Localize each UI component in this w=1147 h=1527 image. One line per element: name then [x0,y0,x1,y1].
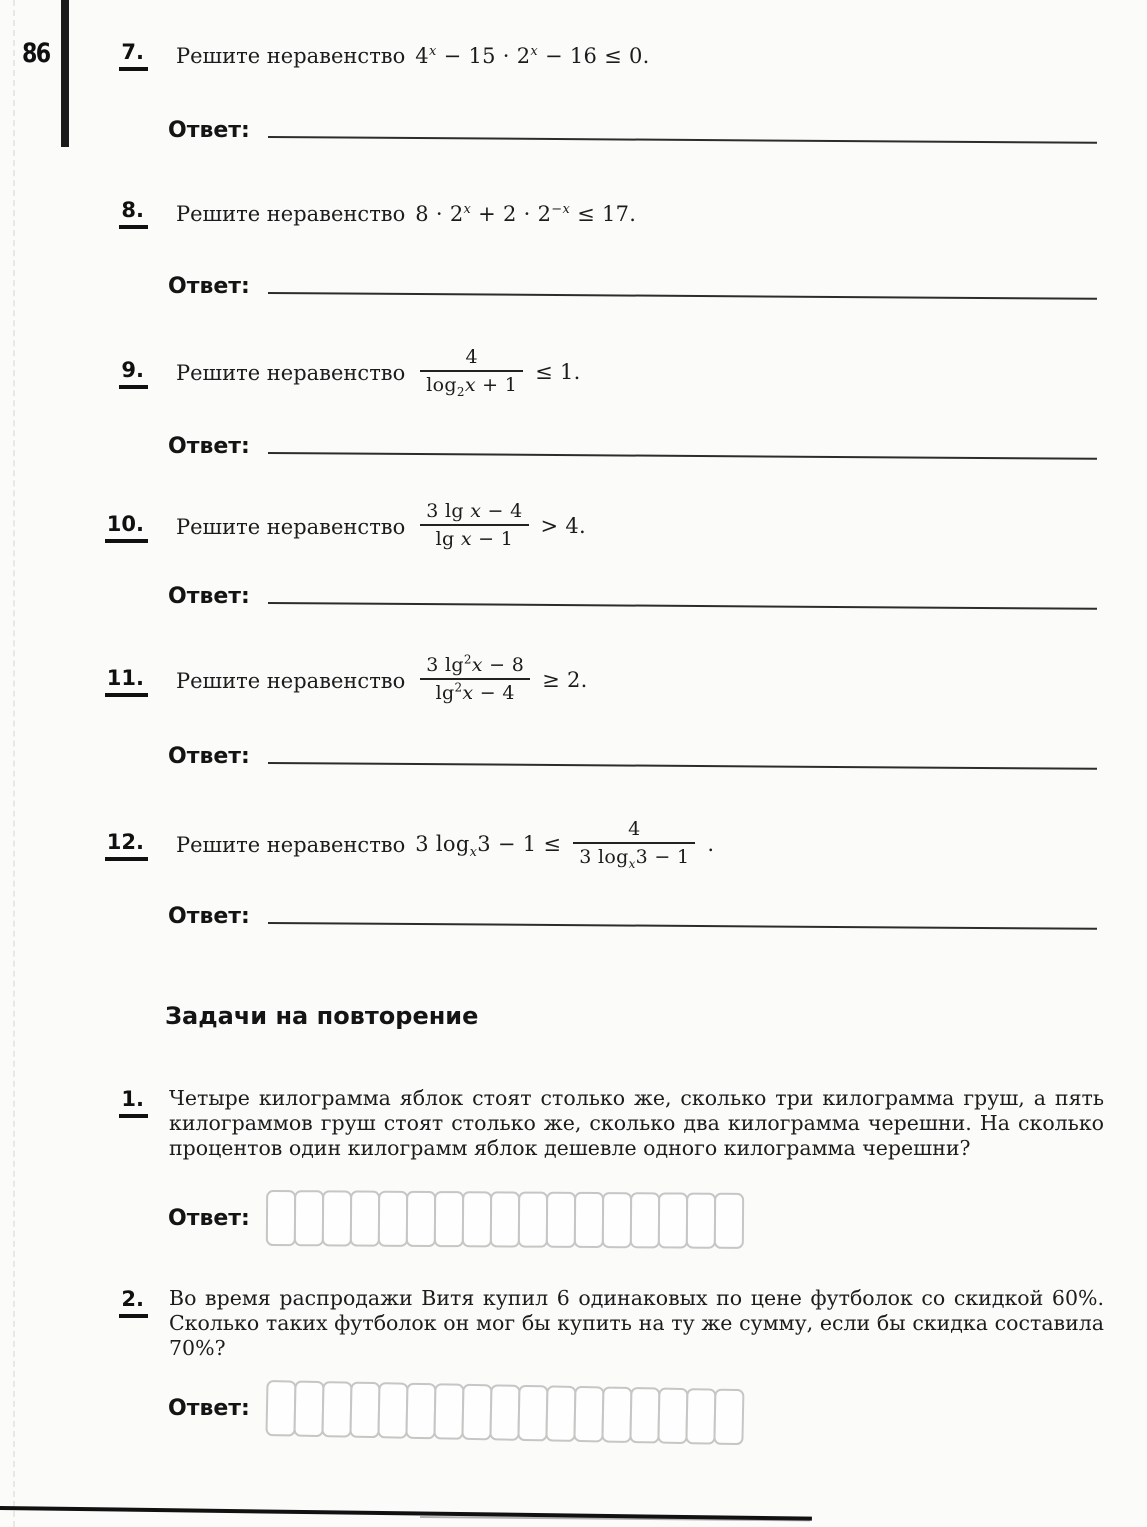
answer-label: Ответ: [168,1205,250,1231]
answer-cell [713,1389,744,1446]
answer-line [268,922,1097,930]
answer-cell [629,1387,660,1444]
problem-prompt: Решите неравенство [176,43,406,68]
answer-cell [518,1192,548,1248]
answer-label: Ответ: [168,1395,250,1421]
answer-line [268,292,1097,300]
problem-number: 11. [105,666,148,697]
answer-cell [406,1191,436,1247]
answer-cell [434,1191,464,1247]
answer-row-9 [168,434,1097,459]
answer-cell [405,1383,436,1440]
answer-cells-strip [265,1380,742,1445]
answer-row-task-2 [168,1380,742,1436]
fraction: $\frac{3 \lg^2x - 8}{\lg^2x - 4}$ [420,654,530,705]
answer-label: Ответ: [168,744,250,769]
problem-prompt: Решите неравенство [176,201,406,226]
answer-row-11 [168,744,1097,769]
problem-7 [0,40,1095,71]
problem-number: 9. [119,358,148,389]
answer-line [268,136,1097,144]
answer-cell [265,1380,296,1437]
review-task-1 [0,1086,1104,1162]
task-number: 1. [119,1087,148,1118]
answer-cell [378,1191,408,1247]
answer-cell [462,1191,492,1247]
page-number: 86 [22,38,50,69]
answer-cell [545,1385,576,1442]
answer-cell [490,1191,520,1247]
answer-line [268,762,1097,770]
problem-12 [0,820,1095,871]
review-heading: Задачи на повторение [165,1002,479,1030]
problem-number: 12. [105,830,148,861]
problem-9 [0,348,1095,399]
problem-8 [0,198,1095,229]
task-text: Во время распродажи Витя купил 6 одинаковых по цене футболок со скидкой 60%. Сколько таких футболок он мог бы купить на ту же сумму, если бы скидка составила 70%? [169,1286,1104,1361]
answer-row-7 [168,118,1097,143]
problem-number: 8. [119,198,148,229]
answer-cell [321,1381,352,1438]
problem-formula: $\frac{4}{\log_2x + 1}$ ≤ 1. [415,348,580,399]
problem-prompt: Решите неравенство [176,669,406,694]
task-text: Четыре килограмма яблок стоят столько же, сколько три килограмма груш, а пять килограммов груш стоят столько же, сколько два килограмма черешни. На сколько процентов один килограмм яблок дешевле одного килограмма черешни? [169,1086,1104,1161]
review-task-2 [0,1286,1104,1362]
problem-11 [0,652,1095,707]
answer-label: Ответ: [168,274,250,299]
answer-cell [658,1192,688,1248]
answer-cell [322,1190,352,1246]
answer-cell [685,1388,716,1445]
answer-row-8 [168,274,1097,299]
problem-number: 7. [119,40,148,71]
answer-line [268,602,1097,610]
problem-formula: $\frac{\text{3 lg x − 4}}{\text{lg x − 1}}$ > 4. [415,502,586,553]
fraction: $\frac{4}{\log_2x + 1}$ [420,346,523,397]
answer-cell [350,1191,380,1247]
answer-label: Ответ: [168,584,250,609]
answer-cell [293,1381,324,1438]
answer-row-task-1 [168,1190,742,1246]
problem-formula: $\frac{3 \lg^2x - 8}{\lg^2x - 4}$ ≥ 2. [415,656,587,707]
problem-formula: $4^x - 15 \cdot 2^x - 16 \le 0$. [415,43,650,68]
answer-cell [266,1190,296,1246]
answer-label: Ответ: [168,904,250,929]
fraction: $\frac{\text{3 lg x − 4}}{\text{lg x − 1}}$ [420,500,528,551]
answer-cell [489,1384,520,1441]
answer-cell [602,1192,632,1248]
answer-row-12 [168,904,1097,929]
answer-label: Ответ: [168,434,250,459]
answer-label: Ответ: [168,118,250,143]
fraction: $\frac{4}{3 \log_x3 - 1}$ [573,818,695,869]
problem-number: 10. [105,512,148,543]
answer-row-10 [168,584,1097,609]
answer-cell [573,1386,604,1443]
answer-line [268,452,1097,460]
problem-prompt: Решите неравенство [176,361,406,386]
task-number: 2. [119,1287,148,1318]
answer-cells-strip [266,1190,742,1249]
answer-cell [461,1384,492,1441]
answer-cell [574,1192,604,1248]
answer-cell [657,1388,688,1445]
problem-formula: 3 $\log_x3 - 1$ ≤ $\frac{4}{3 \log_x3 - 1}$ . [415,818,715,872]
problem-prompt: Решите неравенство [176,833,406,858]
answer-cell [546,1192,576,1248]
answer-cell [377,1382,408,1439]
answer-cell [349,1382,380,1439]
answer-cell [294,1190,324,1246]
answer-cell [517,1385,548,1442]
answer-cell [433,1383,464,1440]
answer-cell [714,1193,744,1249]
problem-10 [0,502,1095,553]
answer-cell [686,1193,716,1249]
answer-cell [630,1192,660,1248]
problem-formula: $8 \cdot 2^x + 2 \cdot 2^{-x} \le 17$. [415,201,637,226]
spine-bar [61,0,69,147]
problem-prompt: Решите неравенство [176,515,406,540]
answer-cell [601,1386,632,1443]
